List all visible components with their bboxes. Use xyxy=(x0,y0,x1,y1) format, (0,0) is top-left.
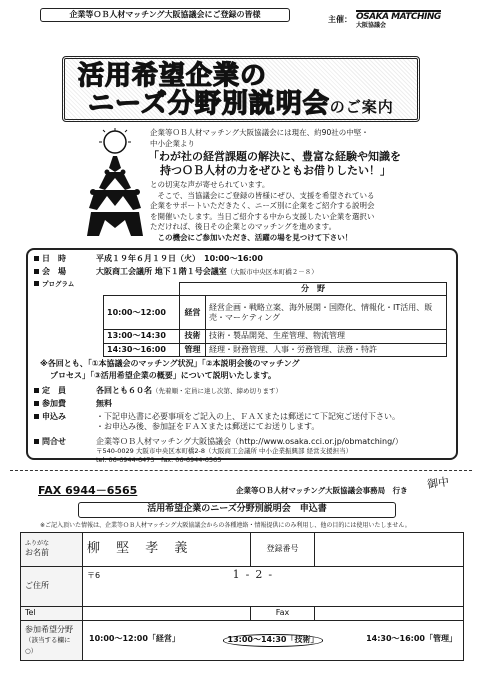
schedule-field: 技術 xyxy=(180,330,206,343)
intro-lead1: 企業等ＯＢ人材マッチング大阪協議会には現在、約90社の中堅・ xyxy=(150,128,369,137)
date-row xyxy=(34,254,263,264)
schedule-field: 管理 xyxy=(180,343,206,356)
venue-value: 大阪商工会議所 地下１階１号会議室 xyxy=(96,267,227,276)
session-label: 参加希望分野 xyxy=(25,624,73,634)
apply-line: ・お申込み後、参加証をＦＡＸまたは郵送にてお送りします。 xyxy=(96,422,320,432)
reg-label: 登録番号 xyxy=(251,533,315,567)
program-note-line1: ※各回とも、「①本協議会のマッチング状況」「②本説明会後のマッチング xyxy=(40,359,300,368)
capacity-row xyxy=(34,386,282,396)
form-privacy-note: ※ご記入頂いた情報は、企業等ＯＢ人材マッチング大阪協議会からの各種連絡・情報提供にのみ利用し、他の目的には使用いたしません。 xyxy=(40,522,411,529)
schedule-detail: 経営企画・戦略立案、海外展開・国際化、情報化・IT活用、販売・マーケティング xyxy=(206,296,447,330)
date-value: 平成１９年６月１９日（火） 10:00～16:00 xyxy=(96,254,263,263)
form-recipient: 企業等ＯＢ人材マッチング大阪協議会事務局 行き xyxy=(236,486,408,495)
address-label: ご住所 xyxy=(21,567,83,607)
intro-quote-line1: 「わが社の経営課題の解決に、豊富な経験や知識を xyxy=(148,150,401,163)
title-line2-suffix: のご案内 xyxy=(329,98,394,116)
table-row xyxy=(104,330,447,343)
table-row xyxy=(104,296,447,330)
logo-mark: OSAKA MATCHING xyxy=(356,12,441,22)
cut-line xyxy=(10,470,472,471)
address-handwriting: 1-2- xyxy=(232,568,279,581)
schedule-detail: 経理・財務管理、人事・労務管理、法務・特許 xyxy=(206,343,447,356)
schedule-header: 分 野 xyxy=(180,283,447,296)
schedule-time: 13:00～14:30 xyxy=(104,330,180,343)
address-value: 〒6 xyxy=(87,571,101,580)
name-label-cell xyxy=(21,533,83,567)
intro-body-line: 企業をサポートいただきたく、ニーズ別に企業をご紹介する説明会 xyxy=(150,201,375,210)
address-field[interactable] xyxy=(83,567,464,607)
program-note-line2: プロセス」「③活用希望企業の概要」について説明いたします。 xyxy=(50,371,276,380)
capacity-value: 各回とも６０名 xyxy=(96,386,152,395)
form-title: 活用希望企業のニーズ分野別説明会 申込書 xyxy=(78,502,396,518)
name-label: お名前 xyxy=(25,548,49,558)
program-schedule-table xyxy=(103,282,447,357)
title-line2-main: ニーズ分野別説明会 xyxy=(88,89,330,119)
contact-label: 問合せ xyxy=(34,437,96,447)
session-sublabel: （該当する欄に○） xyxy=(25,636,71,655)
schedule-time: 10:00～12:00 xyxy=(104,296,180,330)
schedule-detail: 技術・製品開発、生産管理、物流管理 xyxy=(206,330,447,343)
handwritten-onchu: 御中 xyxy=(426,475,450,492)
name-field[interactable] xyxy=(83,533,251,567)
schedule-corner xyxy=(104,283,180,296)
contact-org: 企業等ＯＢ人材マッチング大阪協議会（http://www.osaka.cci.or.jp/obmatching/） xyxy=(96,437,403,446)
intro-body-line: そこで、当協議会にご登録の皆様にぜひ、支援を希望されている xyxy=(150,190,375,200)
contact-text xyxy=(96,437,403,464)
intro-quote-line2: 持つＯＢ人材の力をぜひともお借りしたい！」 xyxy=(160,164,391,177)
name-value: 柳 𡌛 孝 義 xyxy=(87,541,194,557)
program-label: プログラム xyxy=(34,280,96,288)
tel-field[interactable] xyxy=(83,607,251,621)
program-row xyxy=(34,280,96,288)
intro-body-line: この機会にご参加いただき、活躍の場を見つけて下さい！ xyxy=(150,232,353,242)
phone-row xyxy=(21,607,464,621)
intro-lead2: 中小企業より xyxy=(150,139,195,148)
application-form-table xyxy=(20,532,464,661)
tel-label: Tel xyxy=(21,607,83,621)
contact-tel: tel. 06-6944-6473 fax. 06-6944-6565 xyxy=(96,455,222,464)
apply-row xyxy=(34,412,400,433)
intro-body-line: を開催いたします。当日ご紹介する中から支援したい企業を選択い xyxy=(150,211,375,221)
capacity-label: 定 員 xyxy=(34,386,96,396)
program-note xyxy=(40,358,450,382)
venue-address: （大阪市中央区本町橋２－８） xyxy=(226,267,318,276)
schedule-time: 14:30～16:00 xyxy=(104,343,180,356)
fee-label: 参加費 xyxy=(34,399,96,409)
session-option-kanri[interactable]: 14:30～16:00「管理」 xyxy=(366,634,457,644)
fax-label: Fax xyxy=(251,607,315,621)
cheering-people-illustration xyxy=(85,128,145,240)
organizer-logo xyxy=(356,10,441,30)
intro-body xyxy=(150,180,455,243)
session-option-keiei[interactable]: 10:00～12:00「経営」 xyxy=(89,634,180,644)
name-row xyxy=(21,533,464,567)
schedule-field: 経営 xyxy=(180,296,206,330)
venue-label: 会 場 xyxy=(34,267,96,277)
organizer-label: 主催： xyxy=(328,14,352,24)
session-row xyxy=(21,621,464,661)
fee-row xyxy=(34,399,112,409)
contact-row xyxy=(34,437,403,464)
session-option-gijutsu-circled[interactable]: 13:00～14:30「技術」 xyxy=(223,634,324,646)
title-line1: 活用希望企業の xyxy=(78,61,268,91)
fax-number: FAX 6944－6565 xyxy=(38,484,138,497)
fax-field[interactable] xyxy=(315,607,464,621)
address-row xyxy=(21,567,464,607)
apply-text xyxy=(96,412,400,433)
capacity-note: （先着順・定員に達し次第、締め切ります） xyxy=(152,386,282,395)
organizer xyxy=(328,10,441,30)
apply-line: ・下記申込書に必要事項をご記入の上、ＦＡＸまたは郵送にて下記宛ご送付下さい。 xyxy=(96,412,400,421)
venue-row xyxy=(34,267,318,277)
session-options xyxy=(83,621,464,661)
header-banner: 企業等ＯＢ人材マッチング大阪協議会にご登録の皆様 xyxy=(40,8,290,22)
session-label-cell xyxy=(21,621,83,661)
fee-value: 無料 xyxy=(96,399,112,408)
apply-label: 申込み xyxy=(34,412,96,422)
intro-body-line: との切実な声が寄せられています。 xyxy=(150,180,270,189)
title-line2 xyxy=(88,88,394,122)
furigana-label: ふりがな xyxy=(25,540,50,548)
intro-body-line: ただければ、後日その企業とのマッチングを進めます。 xyxy=(150,222,337,231)
reg-field[interactable] xyxy=(315,533,464,567)
contact-address: 〒540-0029 大阪市中央区本町橋2-8（大阪商工会議所 中小企業振興部 経営支援担当） xyxy=(96,447,353,456)
logo-sub: 大阪協議会 xyxy=(356,22,387,29)
date-label: 日 時 xyxy=(34,254,96,264)
table-row xyxy=(104,343,447,356)
